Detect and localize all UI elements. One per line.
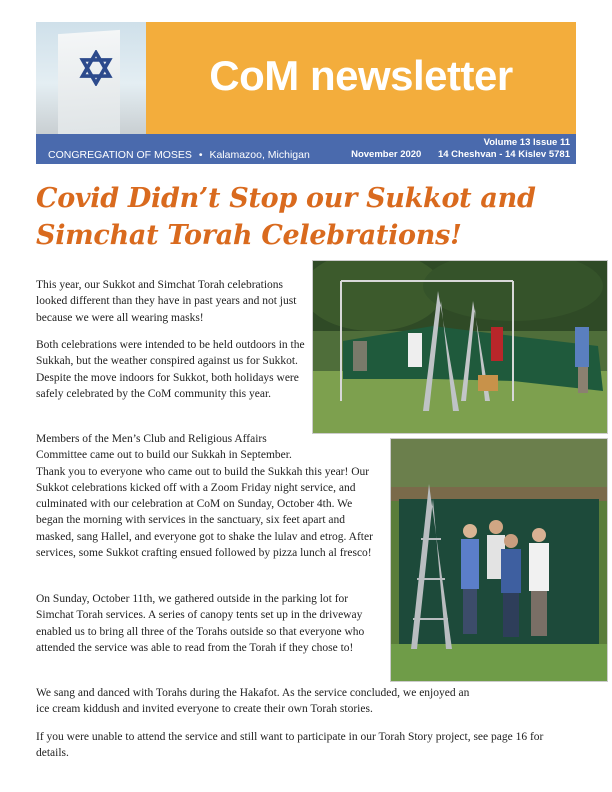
- photo-sukkah-group: [390, 438, 608, 682]
- masthead-band: [146, 22, 576, 134]
- headline-line-2: Simchat Torah Celebrations!: [36, 220, 462, 251]
- newsletter-title: CoM newsletter: [209, 52, 513, 99]
- header-photo: [36, 22, 146, 134]
- paragraph-sukkot-part2: Thank you to everyone who came out to build the Sukkah this year! Our Sukkot celebrations kicked off with a Zoom Friday night service, and culminated with our celebration at CoM on Sunday, October 4th. We began the morning with services in the sanctuary, six feet apart and masked, sang Hallel, and everyone got to shake the lulav and etrog. After services, some Sukkot crafting ensued followed by pizza lunch al fresco!: [36, 465, 373, 560]
- congregation-line: [48, 149, 310, 161]
- masthead-info-bar: [36, 134, 576, 164]
- paragraph-intro: This year, our Sukkot and Simchat Torah celebrations looked different than they have in past years and not just because we were all wearing masks!: [36, 279, 297, 324]
- star-of-david-icon: [78, 50, 114, 86]
- location: Kalamazoo, Michigan: [209, 149, 310, 161]
- volume-issue: Volume 13 Issue 11: [483, 137, 570, 148]
- paragraph-simchat-torah: On Sunday, October 11th, we gathered outside in the parking lot for Simchat Torah services. A series of canopy tents set up in the driveway enabled us to bring all three of the Torahs outside so that everyone who attended the service was able to read from the Torah if they chose to!: [36, 593, 365, 654]
- paragraph-torah-story: If you were unable to attend the service and still want to participate in our Torah Story project, see page 16 for details.: [36, 731, 544, 760]
- issue-dates: [351, 149, 570, 160]
- article-headline: [36, 180, 576, 254]
- paragraph-celebrations: Both celebrations were intended to be held outdoors in the Sukkah, but the weather conspired against us for Sukkot. Despite the move indoors for Sukkot, both holidays were safely celebrated by the CoM community this year.: [36, 339, 305, 400]
- separator-bullet: •: [198, 149, 203, 161]
- issue-date: November 2020: [351, 149, 422, 160]
- paragraph-sukkot-part1: Members of the Men’s Club and Religious Affairs Committee came out to build our Sukkah in September.: [36, 433, 292, 462]
- paragraph-sukkot: [36, 431, 382, 561]
- hebrew-date: 14 Cheshvan - 14 Kislev 5781: [437, 149, 570, 160]
- headline-line-1: Covid Didn’t Stop our Sukkot and: [36, 183, 536, 214]
- photo-sukkah-building: [312, 260, 608, 434]
- congregation-name: CONGREGATION OF MOSES: [48, 149, 192, 161]
- paragraph-hakafot: We sang and danced with Torahs during the Hakafot. As the service concluded, we enjoyed an ice cream kiddush and invited everyone to create their own Torah stories.: [36, 687, 470, 716]
